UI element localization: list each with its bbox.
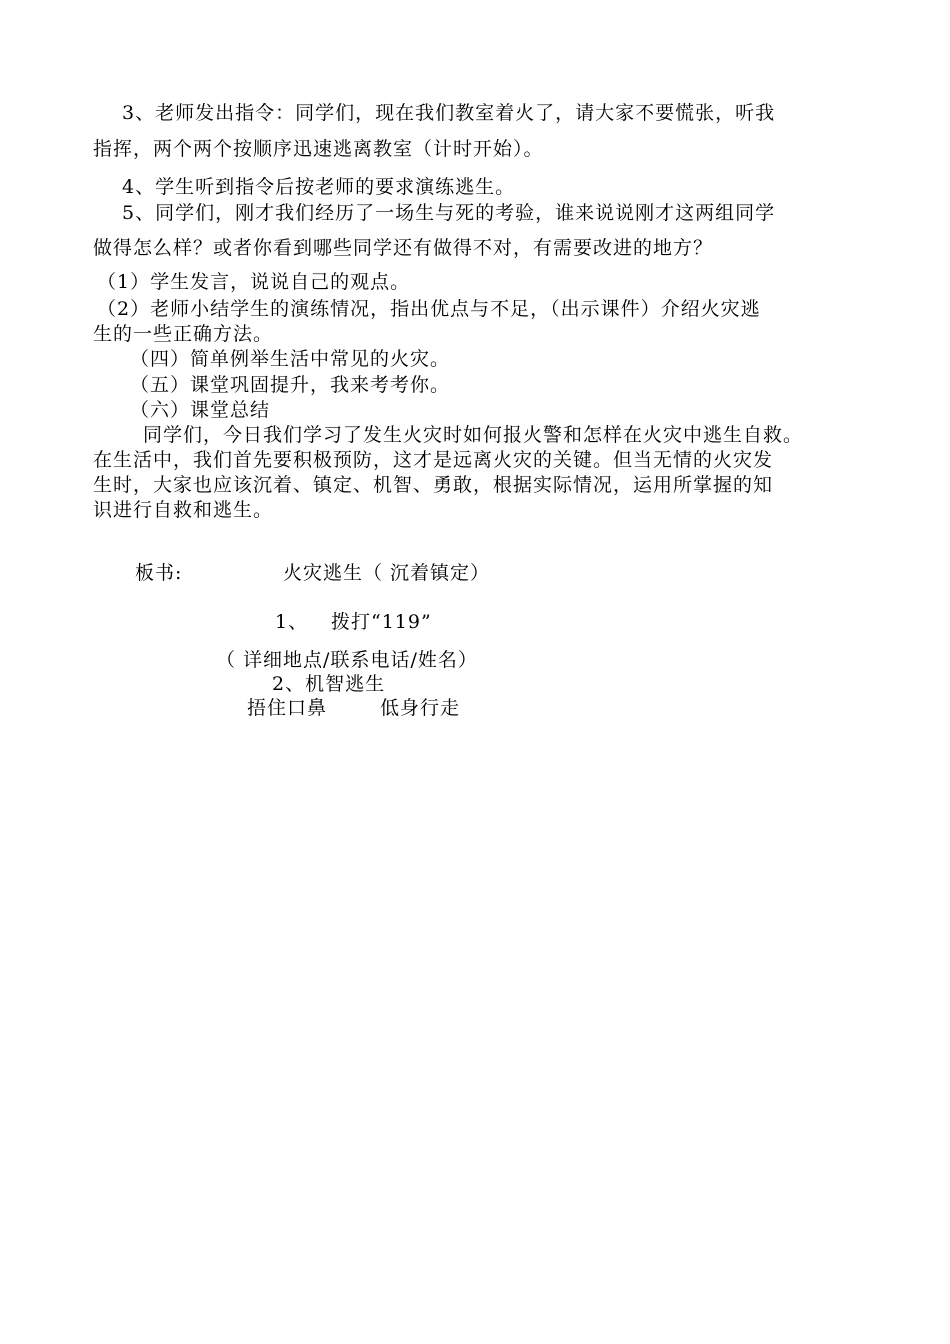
paragraph-line-4: 4、学生听到指令后按老师的要求演练逃生。 [122,176,516,198]
board-item-2: 2、机智逃生 [272,673,386,695]
section-6-heading: （六）课堂总结 [130,399,271,421]
subitem-2: （2）老师小结学生的演练情况，指出优点与不足，（出示课件）介绍火灾逃 [97,298,761,320]
board-label: 板书: [135,562,183,584]
section-5-heading: （五）课堂巩固提升，我来考考你。 [130,374,451,396]
paragraph-line-5: 5、同学们，刚才我们经历了一场生与死的考验，谁来说说刚才这两组同学 [122,202,776,224]
subitem-1: （1）学生发言，说说自己的观点。 [97,271,411,293]
board-item-1-detail: （ 详细地点/联系电话/姓名） [216,649,478,671]
paragraph-line-3-instruction: 3、老师发出指令：同学们，现在我们教室着火了，请大家不要慌张，听我 [122,102,776,124]
paragraph-line-5-continued: 做得怎么样？或者你看到哪些同学还有做得不对，有需要改进的地方？ [93,237,714,259]
board-item-1-number: 1、 [275,611,309,633]
section-4-heading: （四）简单例举生活中常见的火灾。 [130,348,451,370]
summary-line-4: 识进行自救和逃生。 [93,499,274,521]
subitem-2-continued: 生的一些正确方法。 [93,323,274,345]
summary-line-2: 在生活中，我们首先要积极预防，这才是远离火灾的关键。但当无情的火灾发 [93,449,774,471]
board-title: 火灾逃生（ 沉着镇定） [283,562,491,584]
board-item-2-action-a: 捂住口鼻 [247,697,328,719]
summary-line-3: 生时，大家也应该沉着、镇定、机智、勇敢，根据实际情况，运用所掌握的知 [93,474,774,496]
board-item-2-action-b: 低身行走 [380,697,461,719]
paragraph-line-3-continued: 指挥，两个两个按顺序迅速逃离教室（计时开始）。 [93,138,544,160]
board-item-1-text: 拨打“119” [331,611,432,633]
summary-line-1: 同学们，今日我们学习了发生火灾时如何报火警和怎样在火灾中逃生自救。 [143,424,804,446]
